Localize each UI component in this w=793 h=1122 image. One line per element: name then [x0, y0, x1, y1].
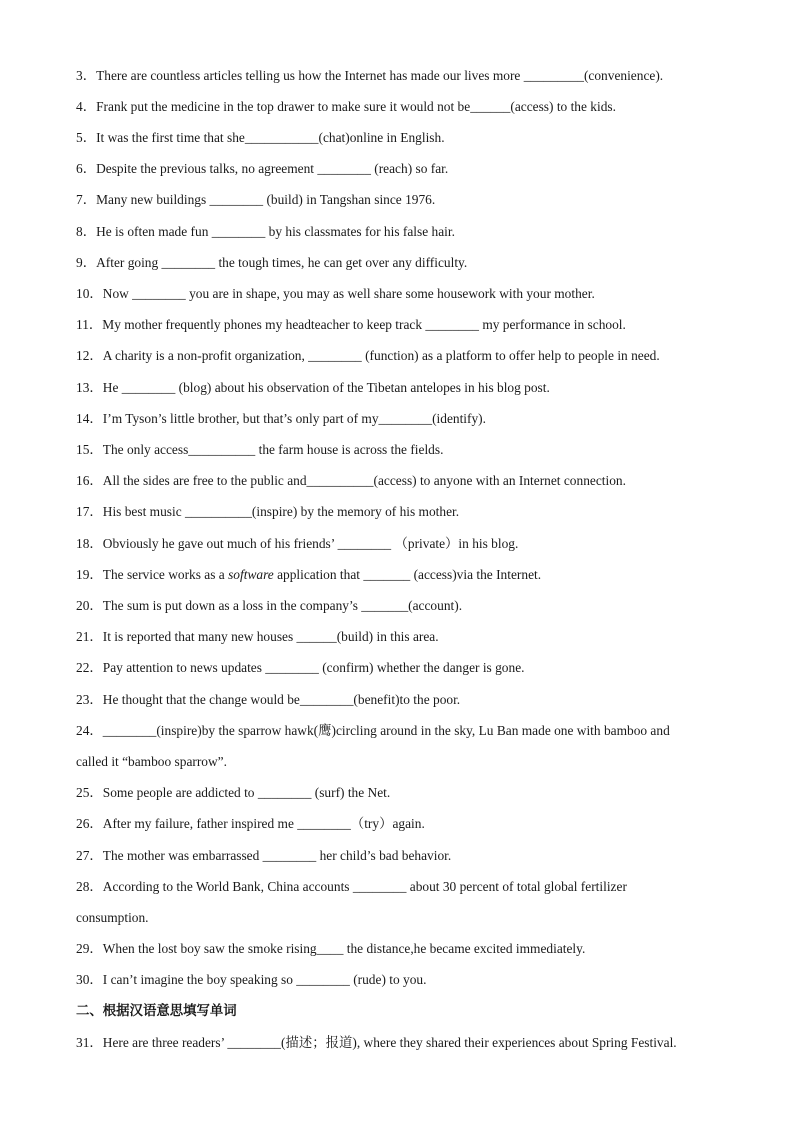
question-24-continuation: called it “bamboo sparrow”.	[76, 754, 227, 769]
question-8	[76, 223, 455, 241]
question-text: Frank put the medicine in the top drawer to make sure it would not be______(access) to the kids.	[96, 99, 616, 114]
question-text: The only access__________ the farm house is across the fields.	[102, 442, 444, 457]
question-number: 14．	[76, 411, 103, 426]
question-7	[76, 191, 435, 209]
question-number: 11．	[76, 317, 103, 332]
question-number: 25．	[76, 785, 103, 800]
question-12	[76, 347, 660, 365]
question-number: 7．	[76, 192, 97, 207]
question-16	[76, 472, 626, 490]
question-text: The mother was embarrassed ________ her child’s bad behavior.	[102, 848, 452, 863]
question-text: When the lost boy saw the smoke rising____ the distance,he became excited immediately.	[102, 941, 586, 956]
question-27	[76, 847, 451, 865]
question-text: After going ________ the tough times, he can get over any difficulty.	[96, 255, 468, 270]
question-number: 24．	[76, 723, 103, 738]
question-text: ________(inspire)by the sparrow hawk(鹰)circling around in the sky, Lu Ban made one with bamboo and	[102, 723, 670, 738]
question-number: 29．	[76, 941, 103, 956]
question-25	[76, 784, 390, 802]
question-28-continuation: consumption.	[76, 910, 149, 925]
question-number: 21．	[76, 629, 103, 644]
question-number: 23．	[76, 692, 103, 707]
section-heading: 二、根据汉语意思填写单词	[76, 1004, 237, 1019]
question-text-before: The service works as a	[102, 567, 229, 582]
question-number: 20．	[76, 598, 103, 613]
question-15	[76, 441, 443, 459]
question-11	[76, 316, 626, 334]
question-number: 12．	[76, 348, 103, 363]
question-9	[76, 254, 467, 272]
question-text: His best music __________(inspire) by the memory of his mother.	[102, 504, 460, 519]
question-number: 16．	[76, 473, 103, 488]
question-number: 15．	[76, 442, 103, 457]
question-text: Obviously he gave out much of his friends’ ________ （private）in his blog.	[102, 536, 519, 551]
question-text: Despite the previous talks, no agreement ________ (reach) so far.	[96, 161, 449, 176]
question-26	[76, 815, 425, 833]
question-31	[76, 1034, 677, 1052]
question-text: He thought that the change would be________(benefit)to the poor.	[102, 692, 461, 707]
question-number: 27．	[76, 848, 103, 863]
question-number: 22．	[76, 660, 103, 675]
question-number: 30．	[76, 972, 103, 987]
question-text: Now ________ you are in shape, you may as well share some housework with your mother.	[102, 286, 595, 301]
question-14	[76, 410, 486, 428]
question-text: Here are three readers’ ________(描述；报道), where they shared their experiences about Spring Festival.	[102, 1035, 677, 1050]
question-23	[76, 691, 460, 709]
question-text: Pay attention to news updates ________ (confirm) whether the danger is gone.	[102, 660, 525, 675]
question-number: 18．	[76, 536, 103, 551]
question-text: He is often made fun ________ by his classmates for his false hair.	[96, 224, 455, 239]
question-20	[76, 597, 462, 615]
question-6	[76, 160, 448, 178]
question-number: 3．	[76, 68, 97, 83]
question-text: After my failure, father inspired me ________（try）again.	[102, 816, 425, 831]
question-10	[76, 285, 595, 303]
question-4	[76, 98, 616, 116]
question-number: 4．	[76, 99, 97, 114]
question-number: 13．	[76, 380, 103, 395]
question-text: The sum is put down as a loss in the company’s _______(account).	[102, 598, 463, 613]
question-number: 19．	[76, 567, 103, 582]
question-text: According to the World Bank, China accounts ________ about 30 percent of total global fertilizer	[102, 879, 627, 894]
question-text: I can’t imagine the boy speaking so ________ (rude) to you.	[102, 972, 427, 987]
question-text: All the sides are free to the public and__________(access) to anyone with an Internet connection.	[102, 473, 626, 488]
question-29	[76, 940, 585, 958]
question-28	[76, 878, 627, 896]
question-22	[76, 659, 524, 677]
question-number: 9．	[76, 255, 97, 270]
question-text-italic: software	[228, 567, 274, 582]
question-number: 6．	[76, 161, 97, 176]
question-text: Some people are addicted to ________ (surf) the Net.	[102, 785, 391, 800]
question-5	[76, 129, 445, 147]
question-number: 28．	[76, 879, 103, 894]
question-text-after: application that _______ (access)via the Internet.	[273, 567, 542, 582]
question-number: 26．	[76, 816, 103, 831]
question-text: There are countless articles telling us how the Internet has made our lives more _________(convenience).	[96, 68, 664, 83]
question-number: 17．	[76, 504, 103, 519]
question-text: Many new buildings ________ (build) in Tangshan since 1976.	[96, 192, 436, 207]
question-24	[76, 722, 670, 740]
question-number: 5．	[76, 130, 97, 145]
question-text: It is reported that many new houses ______(build) in this area.	[102, 629, 439, 644]
question-number: 8．	[76, 224, 97, 239]
question-21	[76, 628, 439, 646]
question-text: A charity is a non-profit organization, ________ (function) as a platform to offer help to people in need.	[102, 348, 660, 363]
question-19	[76, 566, 541, 584]
question-13	[76, 379, 550, 397]
question-number: 31．	[76, 1035, 103, 1050]
question-text: It was the first time that she___________(chat)online in English.	[96, 130, 445, 145]
question-3	[76, 67, 663, 85]
question-18	[76, 535, 518, 553]
question-number: 10．	[76, 286, 103, 301]
question-text: My mother frequently phones my headteacher to keep track ________ my performance in school.	[102, 317, 626, 332]
question-text: I’m Tyson’s little brother, but that’s only part of my________(identify).	[102, 411, 486, 426]
question-text: He ________ (blog) about his observation of the Tibetan antelopes in his blog post.	[102, 380, 550, 395]
question-17	[76, 503, 459, 521]
question-30	[76, 971, 426, 989]
